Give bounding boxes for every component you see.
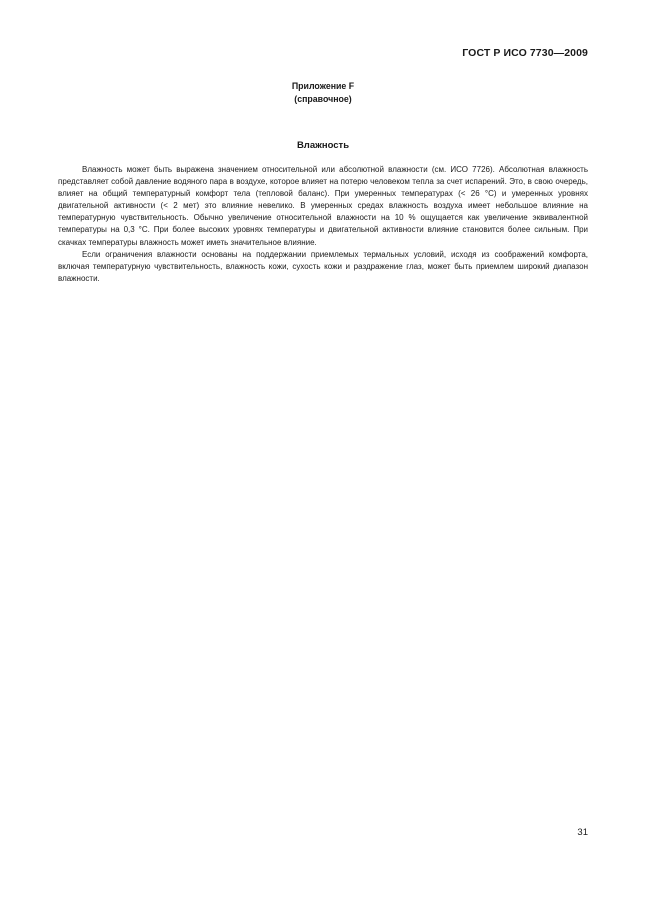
annex-title: Приложение F <box>291 81 355 91</box>
page-number: 31 <box>577 827 588 838</box>
body-text <box>58 164 588 285</box>
paragraph: Если ограничения влажности основаны на поддержании приемлемых термальных условий, исходя из соображений комфорта, включая температурную чувствительность, влажность кожи, сухость кожи и раздражение глаз, может быть приемлем широкий диапазон влажности. <box>58 249 588 283</box>
annex-heading <box>0 80 646 105</box>
document-header: ГОСТ Р ИСО 7730—2009 <box>462 47 588 59</box>
annex-type: (справочное) <box>294 93 352 104</box>
section-title: Влажность <box>296 140 350 151</box>
paragraph: Влажность может быть выражена значением относительной или абсолютной влажности (см. ИСО 7726). Абсолютная влажность представляет собой давление водяного пара в воздухе, которое влияет на потерю человеком тепла за счет испарений. Это, в свою очередь, влияет на общий температурный комфорт тела (тепловой баланс). При умеренных температурах (< 26 °C) и умеренных уровнях двигательной активности (< 2 мет) это влияние невелико. В умеренных средах влажность воздуха имеет небольшое влияние на температурную чувствительность. Обычно увеличение относительной влажности на 10 % ощущается как увеличение эквивалентной температуры на 0,3 °C. При более высоких уровнях температуры и двигательной активности влияние становится более сильным. При скачках температуры влажность может иметь значительное влияние. <box>58 165 588 247</box>
